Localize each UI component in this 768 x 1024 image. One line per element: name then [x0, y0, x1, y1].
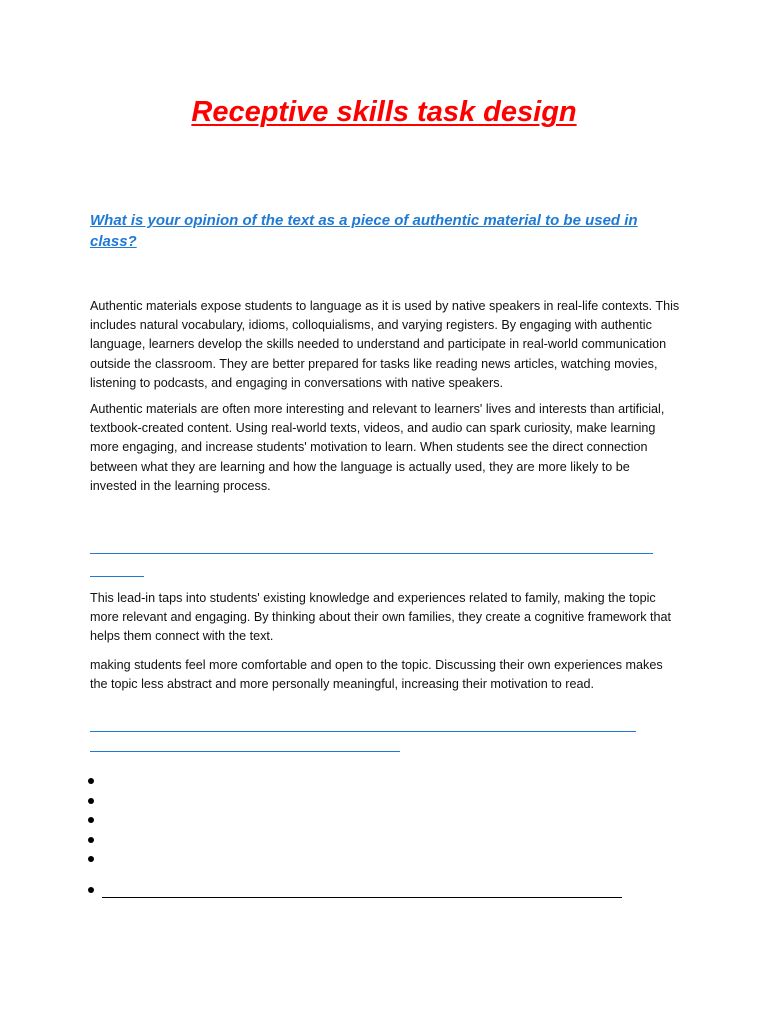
bullet-icon: [88, 798, 94, 804]
bullet-icon: [88, 856, 94, 862]
blank-heading-underline-3: [90, 731, 636, 732]
bullet-icon: [88, 887, 94, 893]
paragraph-comfort: making students feel more comfortable and open to the topic. Discussing their own experiences makes the topic less abstract and more personally meaningful, increasing their motivation to read.: [90, 658, 663, 692]
question-heading: What is your opinion of the text as a piece of authentic material to be used in class?: [90, 212, 638, 250]
list-item-blank-line: [88, 882, 628, 900]
blank-heading-underline-4: [90, 751, 400, 752]
paragraph-authentic-motivation: Authentic materials are often more interesting and relevant to learners' lives and interests than artificial, textbook-created content. Using real-world texts, videos, and audio can spark curiosity, make learning more engaging, and increase students' motivation to learn. When students see the direct connection between what they are learning and how the language is actually used, they are more likely to be invested in the learning process.: [90, 402, 665, 493]
blank-heading-underline-2: [90, 576, 144, 577]
blank-heading-underline-1: [90, 553, 653, 554]
bullet-icon: [88, 817, 94, 823]
answer-blank-line: [102, 897, 622, 898]
paragraph-authentic-exposure: Authentic materials expose students to language as it is used by native speakers in real-life contexts. This includes natural vocabulary, idioms, colloquialisms, and varying registers. By engaging with authentic language, learners develop the skills needed to understand and participate in real-world communication outside the classroom. They are better prepared for tasks like reading news articles, watching movies, listening to podcasts, and engaging in conversations with native speakers.: [90, 299, 680, 390]
bullet-icon: [88, 778, 94, 784]
paragraph-lead-in: This lead-in taps into students' existing knowledge and experiences related to family, making the topic more relevant and engaging. By thinking about their own families, they create a cognitive framework that helps them connect with the text.: [90, 591, 672, 644]
bullet-icon: [88, 837, 94, 843]
document-title: Receptive skills task design: [191, 96, 577, 128]
